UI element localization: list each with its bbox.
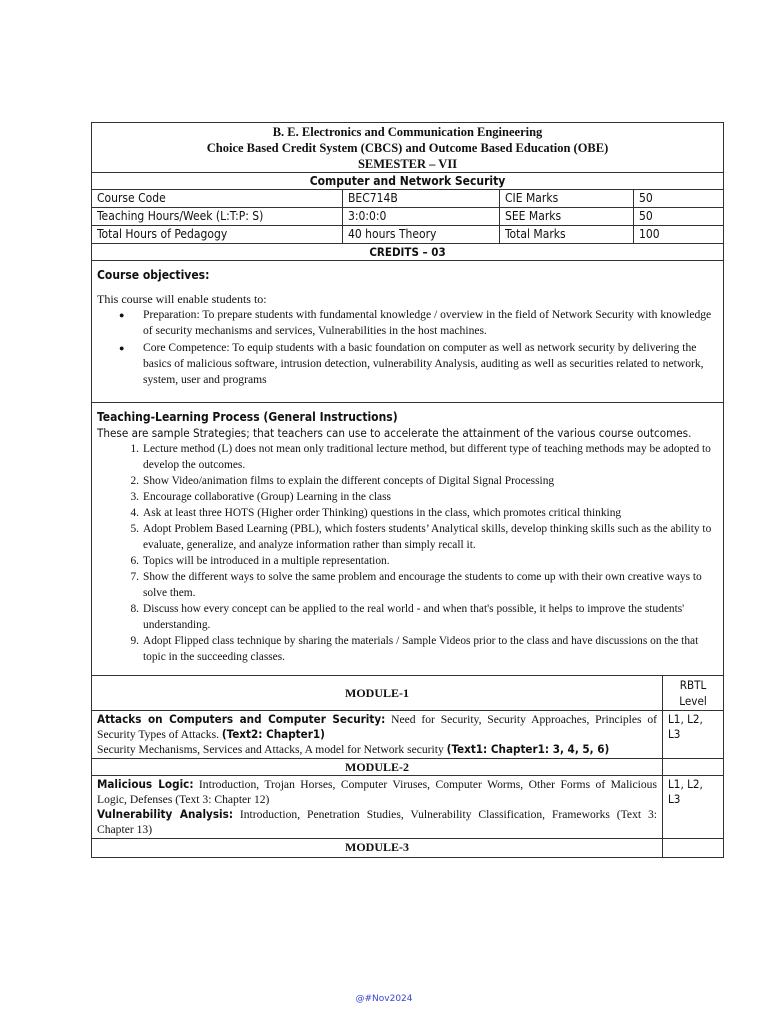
info-label: Teaching Hours/Week (L:T:P: S) bbox=[92, 208, 343, 226]
module-2-title: MODULE-2 bbox=[345, 760, 409, 774]
objectives-intro: This course will enable students to: bbox=[97, 292, 267, 306]
tlp-title: Teaching-Learning Process (General Instructions) bbox=[97, 410, 398, 424]
list-item: 4. Ask at least three HOTS (Higher order Thinking) questions in the class, which promotes critical thinking bbox=[130, 507, 622, 519]
objectives-title: Course objectives: bbox=[97, 268, 210, 282]
rbtl-header: RBTL Level bbox=[663, 676, 724, 711]
list-item: 3. Encourage collaborative (Group) Learning in the class bbox=[130, 491, 391, 503]
list-item: 1. Lecture method (L) does not mean only traditional lecture method, but different type of teaching methods may be adopted to develop the outcomes. bbox=[130, 443, 711, 471]
info-label: SEE Marks bbox=[500, 208, 634, 226]
empty-cell bbox=[663, 759, 724, 776]
module-2-rbtl: L1, L2, L3 bbox=[663, 776, 724, 839]
info-row-course-code bbox=[92, 190, 724, 208]
module-1-title: MODULE-1 bbox=[345, 686, 409, 700]
credits: CREDITS – 03 bbox=[369, 245, 446, 259]
tlp-intro: These are sample Strategies; that teachers can use to accelerate the attainment of the various course outcomes. bbox=[97, 426, 692, 440]
list-item: 8. Discuss how every concept can be applied to the real world - and when that's possible, it helps to improve the students' understanding. bbox=[130, 603, 685, 631]
module-1-content: Attacks on Computers and Computer Security: Need for Security, Security Approaches, Principles of Security Types of Attacks. (Text2: Chapter1) Security Mechanisms, Services and Attacks, A model for Network security (Text1: Chapter1: 3, 4, 5, 6) bbox=[92, 711, 663, 759]
list-item: 6. Topics will be introduced in a multiple representation. bbox=[130, 555, 390, 567]
info-label: Total Marks bbox=[500, 226, 634, 244]
scheme-title: Choice Based Credit System (CBCS) and Outcome Based Education (OBE) bbox=[206, 141, 609, 155]
list-item: 9. Adopt Flipped class technique by sharing the materials / Sample Videos prior to the class and have discussions on the that topic in the succeeding classes. bbox=[130, 635, 699, 663]
info-value: 50 bbox=[634, 190, 724, 208]
module-3-title: MODULE-3 bbox=[345, 840, 409, 854]
info-value: 3:0:0:0 bbox=[343, 208, 500, 226]
tlp-list bbox=[97, 441, 718, 665]
list-item: 7. Show the different ways to solve the same problem and encourage the students to come up with their own creative ways to solve them. bbox=[130, 571, 702, 599]
course-title: Computer and Network Security bbox=[309, 174, 506, 188]
semester-title: SEMESTER – VII bbox=[357, 157, 458, 171]
syllabus-table bbox=[91, 122, 724, 858]
info-row-total-hours bbox=[92, 226, 724, 244]
module-2-content: Malicious Logic: Introduction, Trojan Horses, Computer Viruses, Computer Worms, Other Forms of Malicious Logic, Defenses (Text 3: Chapter 12) Vulnerability Analysis: Introduction, Penetration Studies, Vulnerability Classification, Frameworks (Text 3: Chapter 13) bbox=[92, 776, 663, 839]
footer-tag: @#Nov2024 bbox=[355, 994, 413, 1004]
program-title: B. E. Electronics and Communication Engineering bbox=[272, 125, 543, 139]
credits-cell bbox=[92, 244, 724, 261]
list-item: 5. Adopt Problem Based Learning (PBL), which fosters students’ Analytical skills, develop thinking skills such as the ability to evaluate, generalize, and analyze information rather than simply recall it. bbox=[130, 523, 712, 551]
info-value: 40 hours Theory bbox=[343, 226, 500, 244]
syllabus-page bbox=[91, 122, 723, 858]
list-item: ● Core Competence: To equip students with a basic foundation on computer as well as network security by delivering the basics of malicious software, intrusion detection, vulnerability Analysis, auditing as well as securities related to network, system, user and programs bbox=[143, 340, 718, 388]
program-header bbox=[92, 123, 724, 173]
course-objectives-section bbox=[92, 261, 724, 403]
info-value: 50 bbox=[634, 208, 724, 226]
info-label: CIE Marks bbox=[500, 190, 634, 208]
module-1-header-cell bbox=[92, 676, 663, 711]
module-1-rbtl: L1, L2, L3 bbox=[663, 711, 724, 759]
list-item: ● Preparation: To prepare students with fundamental knowledge / overview in the field of Network Security with knowledge of security mechanisms and services, Vulnerabilities in the host machines. bbox=[143, 307, 718, 339]
info-value: BEC714B bbox=[343, 190, 500, 208]
teaching-learning-section bbox=[92, 403, 724, 676]
module-2-header-cell bbox=[92, 759, 663, 776]
empty-cell bbox=[663, 839, 724, 858]
info-value: 100 bbox=[634, 226, 724, 244]
objectives-list bbox=[97, 307, 718, 388]
course-title-cell bbox=[92, 173, 724, 190]
info-label: Course Code bbox=[92, 190, 343, 208]
list-item: 2. Show Video/animation films to explain the different concepts of Digital Signal Processing bbox=[130, 475, 555, 487]
module-3-header-cell bbox=[92, 839, 663, 858]
info-label: Total Hours of Pedagogy bbox=[92, 226, 343, 244]
info-row-teaching-hours bbox=[92, 208, 724, 226]
